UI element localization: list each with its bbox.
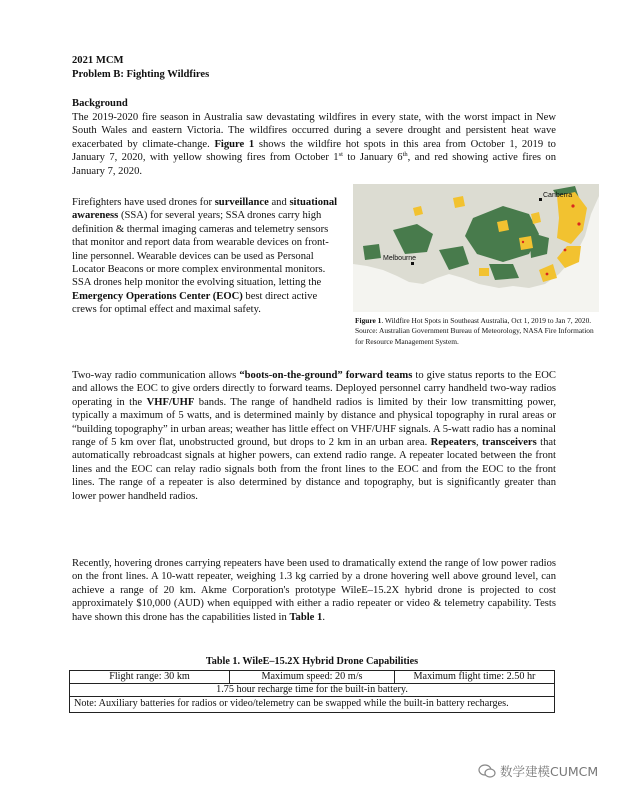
figure-caption: Figure 1. Wildfire Hot Spots in Southeast Australia, Oct 1, 2019 to Jan 7, 2020. Source: Australian Government Bureau of Meteorology, NASA Fire Information for Resource Management System. — [355, 316, 594, 346]
table-reference: Table 1 — [289, 611, 323, 623]
table-cell: Maximum speed: 20 m/s — [230, 671, 395, 684]
paragraph-3: Two-way radio communication allows “boots-on-the-ground” forward teams to give status reports to the EOC and allows the EOC to give orders directly to forward teams. Deployed personnel carry handheld two-way radios operating in the VHF/UHF bands. The range of handheld radios is limited by their low transmitting power, typically a maximum of 5 watts, and is determined mainly by distance and physical topography in rural areas or “building topography” in urban areas; weather has little effect on VHF/UHF signals. A 5-watt radio has a nominal range of 5 km over flat, unobstructed ground, but drops to 2 km in an urban area. Repeaters, transceivers that automatically rebroadcast signals at higher powers, can extend radio range. A repeater located between the front lines and the EOC can relay radio signals both from the front lines to the EOC and from the EOC to the front lines. The range of a repeater is also determined by distance and topography, but is significantly greater than lower power handheld radios. — [72, 370, 557, 502]
table-cell: Maximum flight time: 2.50 hr — [394, 671, 554, 684]
capabilities-table — [69, 670, 555, 713]
melbourne-label: Melbourne — [383, 255, 417, 262]
problem-title: Problem B: Fighting Wildfires — [72, 69, 210, 80]
table-caption: Table 1. WileE–15.2X Hybrid Drone Capabilities — [205, 656, 419, 667]
wechat-icon — [478, 764, 496, 778]
table-cell: Note: Auxiliary batteries for radios or video/telemetry can be swapped while the built-in battery recharges. — [70, 697, 555, 713]
table-row — [70, 684, 555, 697]
watermark — [478, 762, 598, 780]
table-row — [70, 671, 555, 684]
figure-reference: Figure 1 — [214, 138, 255, 150]
paragraph-1: The 2019-2020 fire season in Australia saw devastating wildfires in every state, with the worst impact in New South Wales and eastern Victoria. The wildfires occurred during a severe drought and persistent heat wave exacerbated by climate-change. Figure 1 shows the wildfire hot spots in this area from October 1, 2019 to January 7, 2020, with yellow showing fires from October 1st to January 6th, and red showing active fires on January 7, 2020. — [72, 112, 556, 177]
table-row — [70, 697, 555, 713]
canberra-marker — [539, 198, 542, 201]
watermark-text: 数学建模CUMCM — [500, 764, 599, 779]
contest-title: 2021 MCM — [72, 55, 124, 66]
table-cell: 1.75 hour recharge time for the built-in battery. — [70, 684, 555, 697]
section-heading: Background — [72, 98, 128, 109]
paragraph-4: Recently, hovering drones carrying repeaters have been used to dramatically extend the range of low power radios on the front lines. A 10-watt repeater, weighing 1.3 kg carried by a drone hovering well above ground level, can achieve a range of 20 km. Akme Corporation's prototype WileE–15.2X hybrid drone is projected to cost approximately $10,000 (AUD) when equipped with either a radio repeater or video & telemetry capability. Tests have shown this drone has the capabilities listed in Table 1. — [72, 558, 556, 623]
paragraph-2: Firefighters have used drones for surveillance and situational awareness (SSA) for several years; SSA drones carry high definition & thermal imaging cameras and telemetry sensors that monitor and report data from wearable devices on front-line personnel. Wearable devices can be used as Personal Locator Beacons or more complex environmental monitors. SSA drones help monitor the evolving situation, letting the Emergency Operations Center (EOC) best direct active crews for optimal effect and maximal safety. — [72, 197, 338, 316]
canberra-label: Canberra — [543, 192, 573, 199]
melbourne-marker — [411, 262, 414, 265]
wildfire-map — [353, 184, 599, 312]
wildfire-map-figure — [353, 184, 599, 312]
table-cell: Flight range: 30 km — [70, 671, 230, 684]
